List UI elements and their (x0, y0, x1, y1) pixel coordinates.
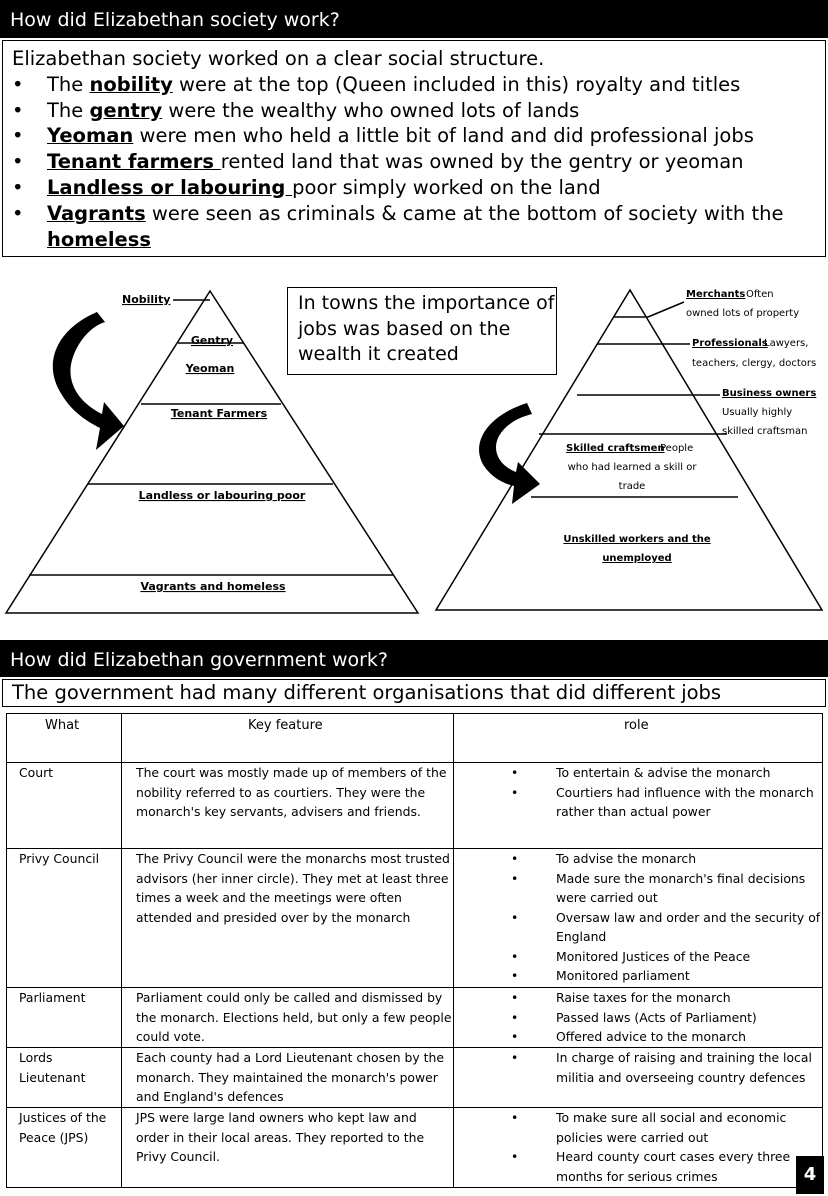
government-heading: How did Elizabethan government work? (0, 640, 828, 677)
rural-label-vagrants: Vagrants and homeless (140, 580, 286, 593)
row-feature: Each county had a Lord Lieutenant chosen by the monarch. They maintained the monarch's power and England's defences (122, 1048, 454, 1108)
table-header-row (7, 714, 823, 763)
society-intro-box (2, 40, 826, 257)
table-row (7, 763, 823, 849)
role-item: • To advise the monarch (556, 849, 822, 869)
bullet-yeoman: • Yeoman were men who held a little bit of land and did professional jobs (12, 123, 825, 149)
row-what: Parliament (7, 988, 122, 1048)
row-what: Justices of the Peace (JPS) (7, 1108, 122, 1188)
table-row (7, 988, 823, 1048)
role-item: • To entertain & advise the monarch (556, 763, 822, 783)
col-header-what: What (7, 714, 122, 763)
town-merchants-desc-1: Often (746, 289, 774, 300)
town-unskilled-1: Unskilled workers and the (563, 534, 711, 545)
row-roles (454, 763, 823, 849)
role-item: • Raise taxes for the monarch (556, 988, 822, 1008)
town-unskilled-2: unemployed (602, 553, 672, 564)
rural-label-landless: Landless or labouring poor (138, 489, 306, 502)
row-feature: JPS were large land owners who kept law and order in their local areas. They reported to the Privy Council. (122, 1108, 454, 1188)
town-business-desc-2: skilled craftsman (722, 426, 808, 437)
town-craftsmen-desc-3: trade (618, 481, 646, 492)
row-roles (454, 1108, 823, 1188)
towns-callout: In towns the importance of jobs was based on the wealth it created (287, 287, 557, 375)
rural-label-nobility: Nobility (122, 293, 171, 306)
town-professionals-desc-2: teachers, clergy, doctors (692, 358, 817, 369)
rural-label-gentry: Gentry (190, 334, 234, 347)
role-item: • In charge of raising and training the local militia and overseeing country defences (556, 1048, 822, 1087)
town-craftsmen-desc-2: who had learned a skill or (567, 462, 697, 473)
row-roles (454, 988, 823, 1048)
bullet-vagrants: • Vagrants were seen as criminals & came at the bottom of society with the homeless (12, 201, 825, 253)
row-what: Lords Lieutenant (7, 1048, 122, 1108)
bullet-gentry: • The gentry were the wealthy who owned lots of lands (12, 98, 825, 124)
row-what: Court (7, 763, 122, 849)
town-craftsmen-desc-1: People (660, 443, 694, 454)
role-item: • Offered advice to the monarch (556, 1027, 822, 1047)
society-bullet-list (12, 72, 825, 253)
curved-arrow-left (53, 312, 124, 450)
row-feature: Parliament could only be called and dismissed by the monarch. Elections held, but only a few people could vote. (122, 988, 454, 1048)
row-what: Privy Council (7, 849, 122, 988)
bullet-nobility: • The nobility were at the top (Queen included in this) royalty and titles (12, 72, 825, 98)
bullet-landless: • Landless or labouring poor simply worked on the land (12, 175, 825, 201)
role-item: • To make sure all social and economic policies were carried out (556, 1108, 792, 1147)
town-professionals-title: Professionals (692, 338, 768, 349)
government-table (6, 713, 823, 1188)
role-item: • Passed laws (Acts of Parliament) (556, 1008, 822, 1028)
government-intro: The government had many different organisations that did different jobs (2, 679, 826, 707)
col-header-role: role (454, 714, 823, 763)
row-roles (454, 849, 823, 988)
role-item: • Monitored Justices of the Peace (556, 947, 822, 967)
society-intro-text: Elizabethan society worked on a clear social structure. (12, 47, 545, 70)
role-item: • Made sure the monarch's final decisions were carried out (556, 869, 822, 908)
town-merchants-desc-2: owned lots of property (686, 308, 800, 319)
town-business-desc-1: Usually highly (722, 407, 793, 418)
table-row (7, 1048, 823, 1108)
bullet-tenant-farmers: • Tenant farmers rented land that was owned by the gentry or yeoman (12, 149, 825, 175)
row-feature: The court was mostly made up of members of the nobility referred to as courtiers. They were the monarch's key servants, advisers and friends. (122, 763, 454, 849)
role-item: • Monitored parliament (556, 966, 822, 986)
row-feature: The Privy Council were the monarchs most trusted advisors (her inner circle). They met at least three times a week and the meetings were often attended and presided over by the monarch (122, 849, 454, 988)
table-row (7, 849, 823, 988)
town-professionals-desc-1: Lawyers, (764, 338, 809, 349)
role-item: • Heard county court cases every three months for serious crimes (556, 1147, 792, 1186)
role-item: • Oversaw law and order and the security of England (556, 908, 822, 947)
col-header-key-feature: Key feature (122, 714, 454, 763)
town-craftsmen-title: Skilled craftsmen (566, 443, 665, 454)
rural-label-tenant: Tenant Farmers (170, 407, 268, 420)
town-merchants-title: Merchants (686, 289, 746, 300)
row-roles (454, 1048, 823, 1108)
town-business-title: Business owners (722, 388, 817, 399)
page-number: 4 (796, 1156, 824, 1194)
society-heading: How did Elizabethan society work? (0, 0, 828, 38)
role-item: • Courtiers had influence with the monarch rather than actual power (556, 783, 822, 822)
table-row (7, 1108, 823, 1188)
rural-label-yeoman: Yeoman (185, 362, 235, 375)
